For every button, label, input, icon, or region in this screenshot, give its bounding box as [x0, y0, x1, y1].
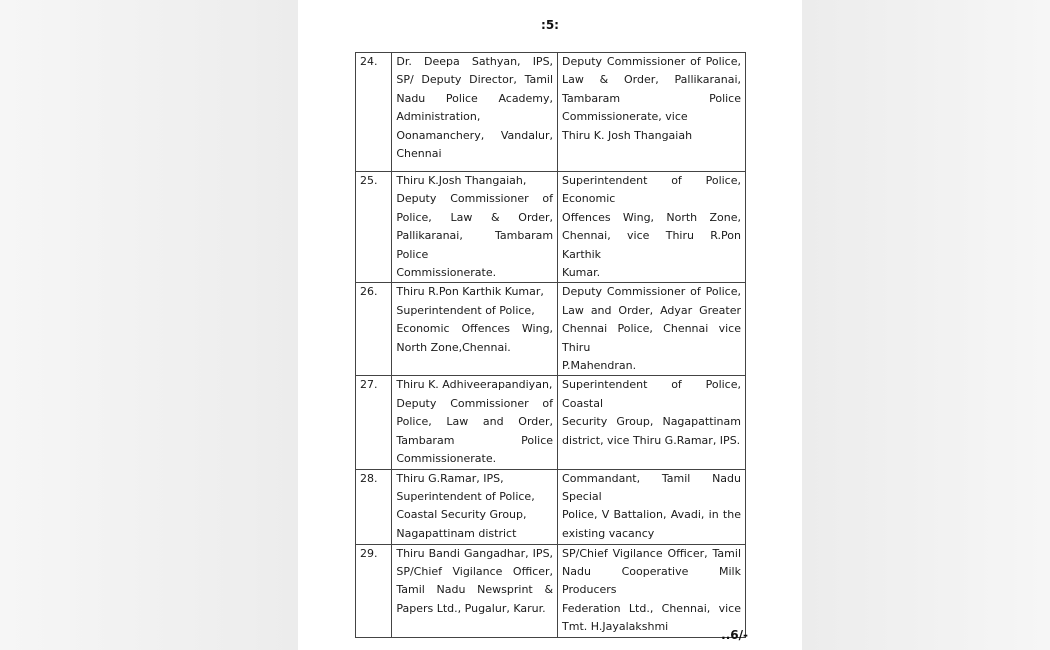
current-posting: [392, 469, 558, 544]
row-number: 24.: [356, 53, 392, 172]
cell-line: Commissionerate.: [396, 452, 497, 466]
cell-line: Deputy Commissioner of Police,: [562, 55, 741, 68]
cell-line: Pallikaranai, Tambaram Police: [396, 229, 554, 261]
table-row: [356, 544, 746, 637]
cell-line: Coastal Security Group,: [396, 508, 527, 522]
cell-line: district, vice Thiru G.Ramar, IPS.: [562, 433, 741, 447]
new-posting: [558, 172, 746, 283]
table-row: [356, 172, 746, 283]
cell-line: Law and Order, Adyar Greater: [562, 303, 741, 317]
cell-line: SP/Chief Vigilance Officer,: [396, 564, 554, 578]
table-row: [356, 283, 746, 376]
cell-line: Chennai Police, Chennai vice Thiru: [562, 322, 741, 354]
cell-line: Tambaram Police: [562, 91, 741, 105]
page-header: :5:: [541, 18, 559, 32]
cell-line: Offences Wing, North Zone,: [562, 210, 741, 224]
cell-line: Nagapattinam district: [396, 526, 517, 540]
cell-line: Commissionerate.: [396, 266, 497, 280]
table-row: [356, 376, 746, 469]
new-posting: [558, 469, 746, 544]
table-row: [356, 469, 746, 544]
current-posting: [392, 544, 558, 637]
new-posting: [558, 283, 746, 376]
new-posting: [558, 544, 746, 637]
background-right: [802, 0, 1050, 650]
current-posting: [392, 53, 558, 172]
current-posting: [392, 376, 558, 469]
cell-line: Administration,: [396, 110, 481, 124]
row-number: 27.: [356, 376, 392, 469]
cell-line: Economic Offences Wing,: [396, 322, 554, 336]
cell-line: Tamil Nadu Newsprint &: [396, 583, 554, 597]
cell-line: Superintendent of Police, Economic: [562, 174, 741, 206]
cell-line: existing vacancy: [562, 526, 655, 540]
cell-line: SP/ Deputy Director, Tamil: [396, 73, 554, 87]
cell-line: Thiru K.Josh Thangaiah,: [396, 174, 527, 187]
document-page: [298, 0, 802, 650]
cell-line: Nadu Police Academy,: [396, 91, 554, 105]
cell-line: Commandant, Tamil Nadu Special: [562, 471, 741, 503]
current-posting: [392, 172, 558, 283]
cell-line: Superintendent of Police,: [396, 303, 535, 317]
cell-line: Police, V Battalion, Avadi, in the: [562, 508, 741, 522]
background-left: [0, 0, 298, 650]
new-posting: [558, 376, 746, 469]
cell-line: Superintendent of Police, Coastal: [562, 378, 741, 410]
cell-line: Police, Law and Order,: [396, 415, 554, 429]
cell-line: Superintendent of Police,: [396, 489, 535, 503]
cell-line: Oonamanchery, Vandalur,: [396, 128, 554, 142]
cell-line: Federation Ltd., Chennai, vice: [562, 601, 741, 615]
new-posting: [558, 53, 746, 172]
cell-line: SP/Chief Vigilance Officer, Tamil: [562, 546, 741, 560]
row-number: 26.: [356, 283, 392, 376]
cell-line: Thiru K. Josh Thangaiah: [562, 128, 693, 142]
cell-line: Chennai: [396, 147, 442, 161]
current-posting: [392, 283, 558, 376]
cell-line: Nadu Cooperative Milk Producers: [562, 564, 741, 597]
table-row: [356, 53, 746, 172]
cell-line: Deputy Commissioner of Police,: [562, 285, 741, 299]
cell-line: Thiru Bandi Gangadhar, IPS,: [396, 546, 554, 560]
cell-line: Police, Law & Order,: [396, 210, 554, 224]
transfer-orders-table: [355, 52, 746, 638]
cell-line: Thiru R.Pon Karthik Kumar,: [396, 285, 544, 299]
row-number: 25.: [356, 172, 392, 283]
cell-line: North Zone,Chennai.: [396, 340, 511, 354]
cell-line: Chennai, vice Thiru R.Pon Karthik: [562, 229, 741, 261]
cell-line: Kumar.: [562, 266, 601, 280]
row-number: 29.: [356, 544, 392, 637]
cell-line: Tmt. H.Jayalakshmi: [562, 620, 669, 634]
cell-line: Thiru G.Ramar, IPS,: [396, 471, 504, 485]
cell-line: Dr. Deepa Sathyan, IPS,: [396, 55, 554, 68]
cell-line: Thiru K. Adhiveerapandiyan,: [396, 378, 553, 392]
cell-line: Papers Ltd., Pugalur, Karur.: [396, 601, 546, 615]
cell-line: Deputy Commissioner of: [396, 396, 554, 410]
cell-line: Law & Order, Pallikaranai,: [562, 73, 741, 87]
cell-line: Deputy Commissioner of: [396, 192, 554, 206]
cell-line: P.Mahendran.: [562, 359, 637, 373]
cell-line: Security Group, Nagapattinam: [562, 415, 741, 429]
row-number: 28.: [356, 469, 392, 544]
cell-line: Tambaram Police: [396, 433, 554, 447]
cell-line: Commissionerate, vice: [562, 110, 688, 124]
page-footer: ..6/-: [721, 628, 748, 642]
